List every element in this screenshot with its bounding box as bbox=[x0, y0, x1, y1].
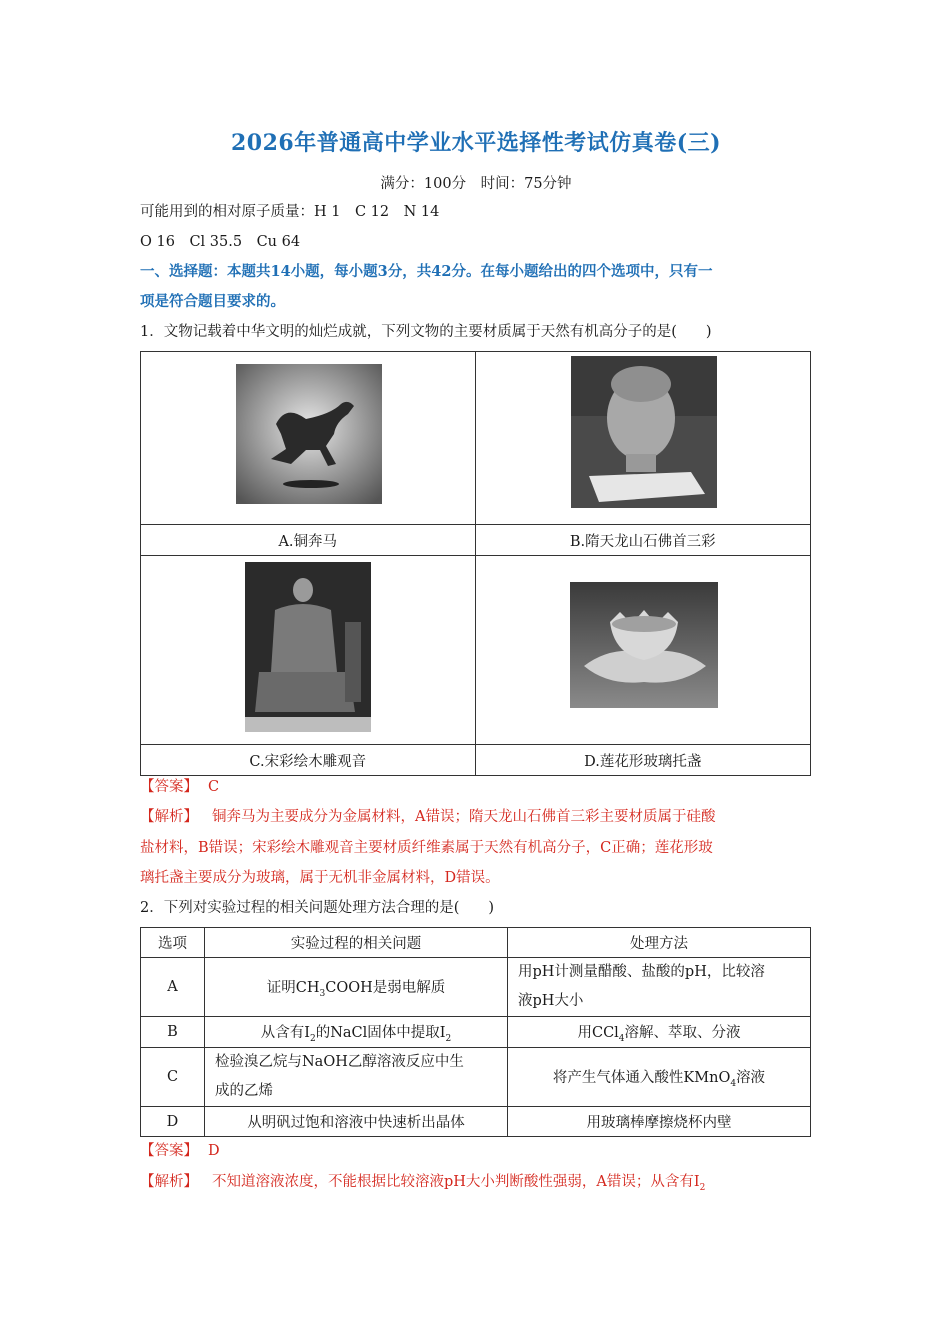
option-b-label: B.隋天龙山石佛首三彩 bbox=[475, 525, 811, 556]
table-row bbox=[141, 1048, 811, 1107]
bronze-horse-photo bbox=[236, 364, 382, 504]
stone-buddha-head-photo bbox=[571, 356, 717, 508]
question-1-analysis-line-1 bbox=[140, 807, 715, 827]
question-1-answer bbox=[140, 777, 219, 797]
answer-value: D bbox=[208, 1143, 220, 1159]
analysis-subscript: 2 bbox=[699, 1182, 706, 1193]
row-d-problem: 从明矾过饱和溶液中快速析出晶体 bbox=[205, 1107, 508, 1137]
atomic-mass-line-1: 可能用到的相对原子质量：H 1 C 12 N 14 bbox=[140, 204, 440, 220]
analysis-text: 不知道溶液浓度，不能根据比较溶液pH大小判断酸性强弱，A错误；从含有I bbox=[212, 1174, 700, 1190]
analysis-tag: 【解析】 bbox=[140, 1174, 198, 1190]
question-1-analysis-line-2: 盐材料，B错误；宋彩绘木雕观音主要材质纤维素属于天然有机高分子，C正确；莲花形玻 bbox=[140, 840, 713, 856]
option-c-image-cell bbox=[141, 556, 476, 745]
table-row bbox=[141, 1017, 811, 1048]
row-d-option: D bbox=[141, 1107, 205, 1137]
table-row bbox=[141, 958, 811, 1017]
wooden-guanyin-photo bbox=[245, 562, 371, 732]
option-b-image-cell bbox=[475, 352, 811, 525]
row-a-method: 用pH计测量醋酸、盐酸的pH，比较溶 液pH大小 bbox=[508, 958, 811, 1017]
question-2-answer bbox=[140, 1141, 220, 1161]
answer-value: C bbox=[208, 779, 220, 795]
question-2-analysis-line-1 bbox=[140, 1172, 705, 1198]
question-1-options-table bbox=[140, 351, 811, 776]
question-2-stem: 2．下列对实验过程的相关问题处理方法合理的是( ) bbox=[140, 900, 495, 916]
section-header-line-1: 一、选择题：本题共14小题，每小题3分，共42分。在每小题给出的四个选项中，只有一 bbox=[140, 263, 713, 280]
row-a-problem: 证明$CH_3COOH$是弱电解质 bbox=[205, 958, 508, 1017]
table-row bbox=[141, 1107, 811, 1137]
answer-tag: 【答案】 bbox=[140, 779, 198, 795]
exam-subtitle: 满分：100分 时间：75分钟 bbox=[380, 176, 572, 192]
option-d-label: D.莲花形玻璃托盏 bbox=[475, 745, 811, 776]
row-d-method: 用玻璃棒摩擦烧杯内壁 bbox=[508, 1107, 811, 1137]
row-b-problem: 从含有$I_2$的NaCl固体中提取$I_2$ bbox=[205, 1017, 508, 1048]
analysis-text: 铜奔马为主要成分为金属材料，A错误；隋天龙山石佛首三彩主要材质属于硅酸 bbox=[212, 809, 716, 825]
question-2-table bbox=[140, 927, 811, 1137]
option-c-label: C.宋彩绘木雕观音 bbox=[141, 745, 476, 776]
option-a-label: A.铜奔马 bbox=[141, 525, 476, 556]
analysis-tag: 【解析】 bbox=[140, 809, 198, 825]
header-problem: 实验过程的相关问题 bbox=[205, 928, 508, 958]
option-a-image-cell bbox=[141, 352, 476, 525]
header-option: 选项 bbox=[141, 928, 205, 958]
row-c-method: 将产生气体通入酸性KMnO$_4$溶液 bbox=[508, 1048, 811, 1107]
section-header-line-2: 项是符合题目要求的。 bbox=[140, 293, 285, 310]
row-b-method: 用CCl$_4$溶解、萃取、分液 bbox=[508, 1017, 811, 1048]
option-d-image-cell bbox=[475, 556, 811, 745]
exam-title: 2026年普通高中学业水平选择性考试仿真卷(三) bbox=[230, 130, 722, 156]
lotus-glass-cup-photo bbox=[570, 582, 718, 708]
question-1-analysis-line-3: 璃托盏主要成分为玻璃，属于无机非金属材料，D错误。 bbox=[140, 870, 500, 886]
row-b-option: B bbox=[141, 1017, 205, 1048]
row-c-option: C bbox=[141, 1048, 205, 1107]
question-1-stem: 1．文物记载着中华文明的灿烂成就，下列文物的主要材质属于天然有机高分子的是( ) bbox=[140, 324, 712, 340]
row-c-problem: 检验溴乙烷与NaOH乙醇溶液反应中生 成的乙烯 bbox=[205, 1048, 508, 1107]
answer-tag: 【答案】 bbox=[140, 1143, 198, 1159]
row-a-option: A bbox=[141, 958, 205, 1017]
header-method: 处理方法 bbox=[508, 928, 811, 958]
atomic-mass-line-2: O 16 Cl 35.5 Cu 64 bbox=[140, 234, 301, 250]
